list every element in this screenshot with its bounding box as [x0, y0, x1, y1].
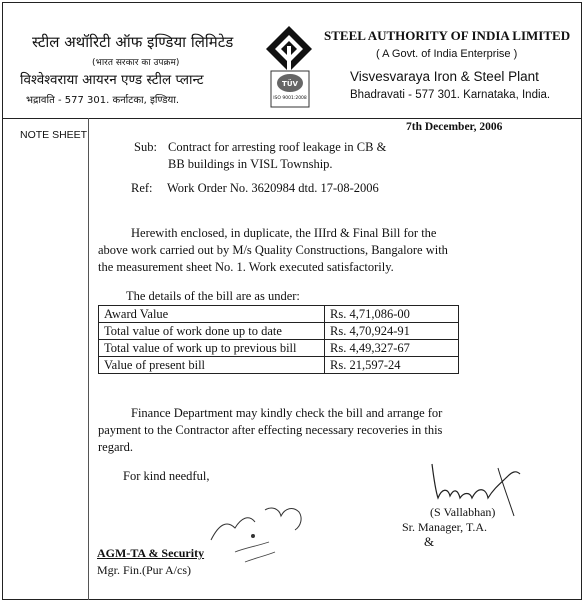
bill-details-table	[98, 305, 459, 374]
para2-line-3: regard.	[98, 440, 134, 454]
hindi-enterprise: (भारत सरकार का उपक्रम)	[92, 58, 180, 68]
table-row	[99, 357, 459, 374]
hindi-company-name: स्टील अथॉरिटी ऑफ इण्डिया लिमिटेड	[32, 33, 234, 51]
document-date: 7th December, 2006	[406, 121, 503, 133]
bill-amount: Rs. 21,597-24	[325, 357, 459, 374]
handwritten-initials	[205, 500, 315, 580]
sail-logo	[264, 24, 314, 74]
table-row	[99, 340, 459, 357]
signatory-name: (S Vallabhan)	[430, 505, 496, 519]
note-sheet-label: NOTE SHEET	[20, 129, 88, 141]
bill-item: Total value of work up to previous bill	[99, 340, 325, 357]
para1-line-2: above work carried out by M/s Quality Constructions, Bangalore with	[98, 243, 448, 257]
plant-address: Bhadravati - 577 301. Karnataka, India.	[350, 89, 551, 101]
company-name: STEEL AUTHORITY OF INDIA LIMITED	[324, 28, 571, 43]
hindi-address: भद्रावति - 577 301. कर्नाटका, इण्डिया.	[26, 95, 180, 106]
para1-line-1: Herewith enclosed, in duplicate, the IIIrd & Final Bill for the	[131, 226, 437, 240]
subject-label: Sub:	[134, 140, 157, 154]
recipient-to: AGM-TA & Security	[97, 546, 205, 560]
para2-line-2: payment to the Contractor after effecting necessary recoveries in this	[98, 423, 443, 437]
reference-text: Work Order No. 3620984 dtd. 17-08-2006	[167, 181, 379, 195]
hindi-plant-name: विश्वेश्वराया आयरन एण्ड स्टील प्लान्ट	[20, 72, 204, 88]
recipient-cc: Mgr. Fin.(Pur A/cs)	[97, 563, 192, 577]
tuv-badge-text: TÜV	[282, 80, 298, 88]
para2-line-1: Finance Department may kindly check the bill and arrange for	[131, 406, 443, 420]
closing-line: For kind needful,	[123, 469, 210, 483]
margin-line	[88, 118, 89, 600]
enterprise-note: ( A Govt. of India Enterprise )	[376, 48, 518, 60]
bill-amount: Rs. 4,71,086-00	[325, 306, 459, 323]
tuv-cert-text: ISO 9001:2008	[273, 96, 307, 101]
bill-amount: Rs. 4,49,327-67	[325, 340, 459, 357]
subject-line-1: Contract for arresting roof leakage in CB &	[168, 140, 387, 154]
bill-item: Total value of work done up to date	[99, 323, 325, 340]
bill-item: Value of present bill	[99, 357, 325, 374]
para1-line-3: the measurement sheet No. 1. Work executed satisfactorily.	[98, 260, 394, 274]
header-divider	[2, 118, 582, 119]
table-row	[99, 323, 459, 340]
initial-mark: &	[424, 534, 435, 549]
table-intro: The details of the bill are as under:	[126, 289, 300, 303]
tuv-certification-badge	[270, 70, 310, 108]
bill-item: Award Value	[99, 306, 325, 323]
subject-line-2: BB buildings in VISL Township.	[168, 157, 333, 171]
reference-label: Ref:	[131, 181, 153, 195]
signatory-title: Sr. Manager, T.A.	[402, 520, 488, 534]
plant-name: Visvesvaraya Iron & Steel Plant	[350, 69, 539, 84]
bill-amount: Rs. 4,70,924-91	[325, 323, 459, 340]
table-row	[99, 306, 459, 323]
